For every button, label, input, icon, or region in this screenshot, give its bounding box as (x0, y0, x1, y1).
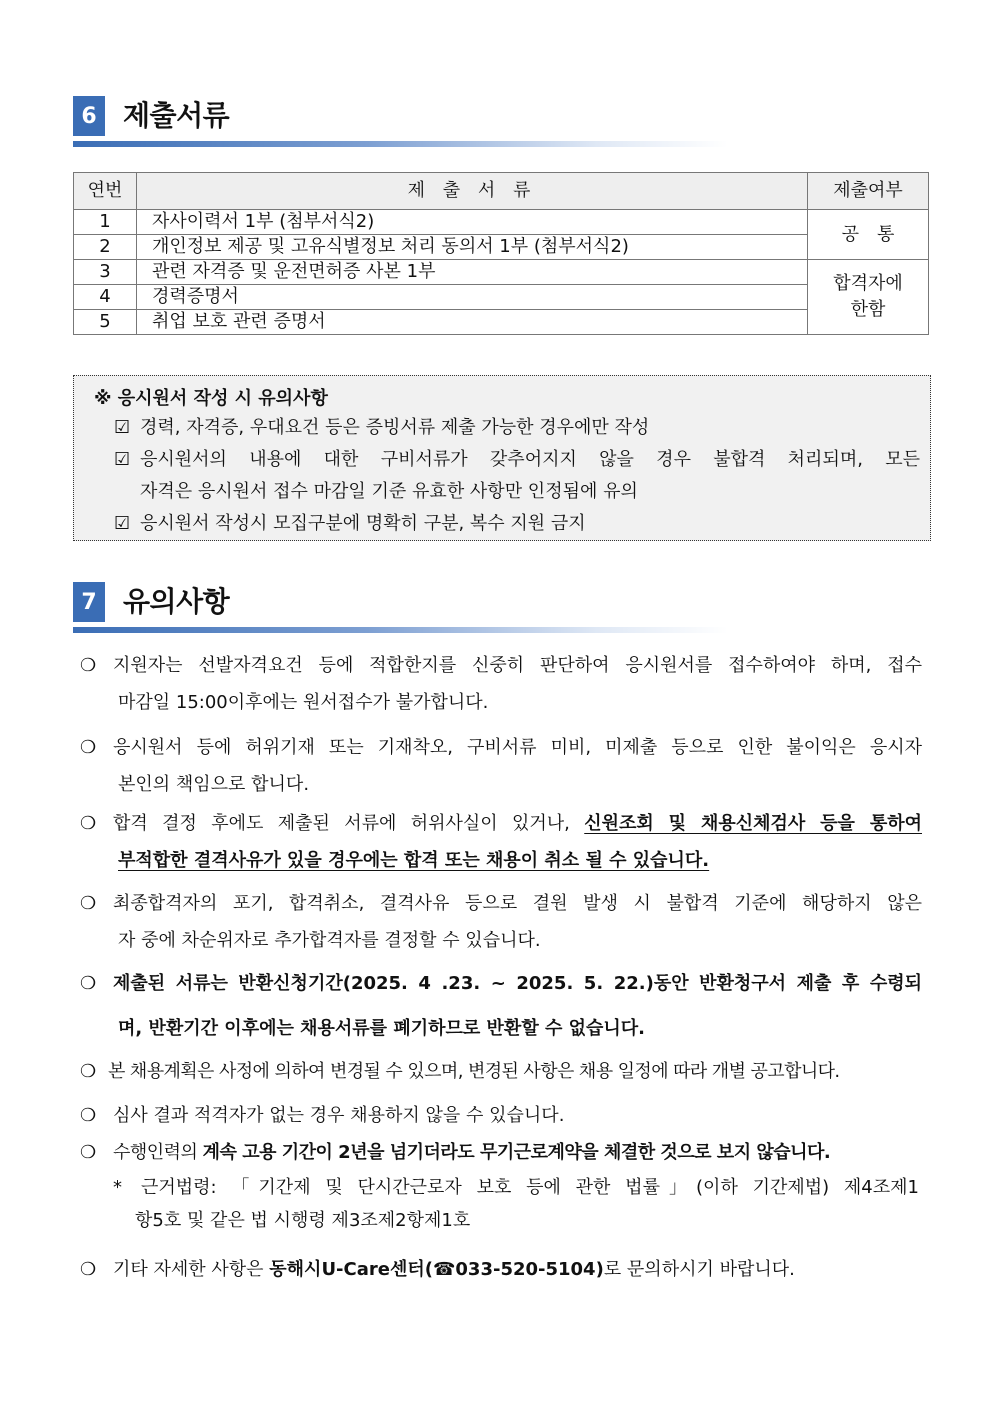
note-text-part: 로 문의하시기 바랍니다. (603, 1259, 795, 1280)
asterisk-mark: * (113, 1177, 122, 1198)
note-text: 지원자는 선발자격요건 등에 적합한지를 신중히 판단하여 응시원서를 접수하여야 하며, 접수 (113, 655, 922, 676)
table-row (74, 235, 929, 260)
note-text (113, 805, 922, 842)
section-divider (73, 141, 728, 147)
note-item (80, 647, 922, 721)
bullet-icon: ❍ (80, 893, 97, 914)
notice-title: ※ 응시원서 작성 시 유의사항 (94, 388, 328, 409)
note-item (80, 729, 922, 803)
group-passed (808, 260, 929, 335)
note-subnote (113, 1171, 922, 1237)
section-number: 7 (73, 582, 105, 622)
row-doc: 취업 보호 관련 증명서 (137, 310, 808, 335)
checkbox-icon: ☑ (114, 513, 131, 534)
note-subnote-text: 항5호 및 같은 법 시행령 제3조제2항제1호 (135, 1210, 471, 1231)
notice-box (73, 375, 931, 541)
note-text: 며, 반환기간 이후에는 채용서류를 폐기하므로 반환할 수 없습니다. (118, 1018, 646, 1039)
notice-text: 경력, 자격증, 우대요건 등은 증빙서류 제출 가능한 경우에만 작성 (140, 417, 650, 438)
group-passed-line1: 합격자에 (833, 273, 903, 294)
header-doc: 제 출 서 류 (137, 173, 808, 210)
section-number: 6 (73, 96, 105, 136)
note-text: 제출된 서류는 반환신청기간(2025. 4 .23. ~ 2025. 5. 22.)동안 반환청구서 제출 후 수령되 (113, 973, 922, 994)
row-no: 1 (74, 210, 137, 235)
note-item (80, 1251, 922, 1288)
table-row (74, 260, 929, 285)
table-row (74, 210, 929, 235)
note-text: 본 채용계획은 사정에 의하여 변경될 수 있으며, 변경된 사항은 채용 일정에 따라 개별 공고합니다. (108, 1061, 840, 1082)
note-text: 최종합격자의 포기, 합격취소, 결격사유 등으로 결원 발생 시 불합격 기준에 해당하지 않은 (113, 893, 922, 914)
note-text-emphasis: 부적합한 결격사유가 있을 경우에는 합격 또는 채용이 취소 될 수 있습니다. (118, 850, 710, 871)
table-header-row (74, 173, 929, 210)
note-text-part: 기타 자세한 사항은 (113, 1259, 270, 1280)
row-no: 2 (74, 235, 137, 260)
checkbox-icon: ☑ (114, 449, 131, 470)
note-item (80, 805, 922, 879)
note-item (80, 885, 922, 959)
row-doc: 관련 자격증 및 운전면허증 사본 1부 (137, 260, 808, 285)
note-item (80, 965, 922, 1047)
note-text: 본인의 책임으로 합니다. (118, 774, 310, 795)
bullet-icon: ❍ (80, 1259, 97, 1280)
header-yn: 제출여부 (808, 173, 929, 210)
bullet-icon: ❍ (80, 1061, 97, 1082)
row-no: 4 (74, 285, 137, 310)
checkbox-icon: ☑ (114, 417, 131, 438)
note-item (80, 1134, 922, 1237)
group-passed-line2: 한함 (850, 299, 886, 320)
documents-table (73, 172, 929, 335)
row-doc: 경력증명서 (137, 285, 808, 310)
bullet-icon: ❍ (80, 1142, 97, 1163)
header-no: 연번 (74, 173, 137, 210)
note-text: 자 중에 차순위자로 추가합격자를 결정할 수 있습니다. (118, 930, 541, 951)
notice-text-cont: 자격은 응시원서 접수 마감일 기준 유효한 사항만 인정됨에 유의 (140, 481, 638, 502)
group-common: 공 통 (808, 210, 929, 260)
notice-text: 응시원서 작성시 모집구분에 명확히 구분, 복수 지원 금지 (140, 513, 586, 534)
notice-item (114, 412, 920, 444)
notice-text: 응시원서의 내용에 대한 구비서류가 갖추어지지 않을 경우 불합격 처리되며, 모든 (140, 449, 920, 470)
bullet-icon: ❍ (80, 655, 97, 676)
note-item (80, 1053, 922, 1090)
row-doc: 자사이력서 1부 (첨부서식2) (137, 210, 808, 235)
row-doc: 개인정보 제공 및 고유식별정보 처리 동의서 1부 (첨부서식2) (137, 235, 808, 260)
section-divider (73, 627, 728, 633)
notice-item (114, 444, 920, 476)
row-no: 3 (74, 260, 137, 285)
section-title: 유의사항 (123, 585, 230, 618)
note-item (80, 1097, 922, 1134)
note-text: 마감일 15:00이후에는 원서접수가 불가합니다. (118, 692, 489, 713)
bullet-icon: ❍ (80, 737, 97, 758)
table-row (74, 285, 929, 310)
note-text: 심사 결과 적격자가 없는 경우 채용하지 않을 수 있습니다. (113, 1105, 565, 1126)
table-row (74, 310, 929, 335)
bullet-icon: ❍ (80, 973, 97, 994)
note-text-part: 수행인력의 (113, 1142, 203, 1163)
note-subnote-text: 근거법령: 「기간제 및 단시간근로자 보호 등에 관한 법률」(이하 기간제법) 제4조제1 (141, 1177, 919, 1198)
note-text-part: 합격 결정 후에도 제출된 서류에 허위사실이 있거나, (113, 813, 585, 834)
contact-info: 동해시U-Care센터(☎033-520-5104) (269, 1259, 604, 1280)
note-text: 응시원서 등에 허위기재 또는 기재착오, 구비서류 미비, 미제출 등으로 인한 불이익은 응시자 (113, 737, 922, 758)
notice-item (114, 508, 920, 540)
row-no: 5 (74, 310, 137, 335)
bullet-icon: ❍ (80, 1105, 97, 1126)
note-text-emphasis: 신원조회 및 채용신체검사 등을 통하여 (584, 813, 922, 834)
note-text-emphasis: 계속 고용 기간이 2년을 넘기더라도 무기근로계약을 체결한 것으로 보지 않습니다. (202, 1142, 831, 1163)
section-title: 제출서류 (123, 99, 230, 132)
bullet-icon: ❍ (80, 813, 97, 834)
